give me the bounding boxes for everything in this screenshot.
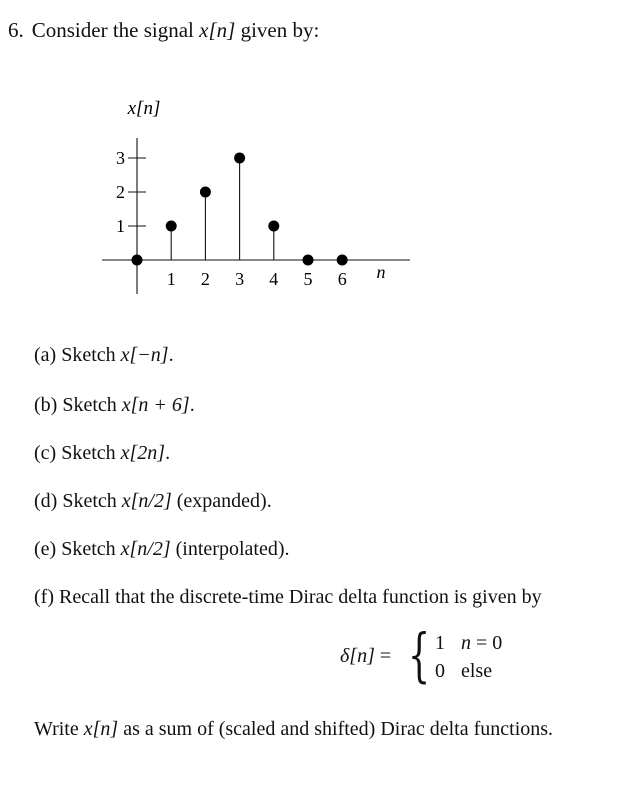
part-f <box>34 586 542 609</box>
part-math: x[−n] <box>120 344 169 366</box>
case1-condition: n = 0 <box>461 632 503 654</box>
part-math: x[2n] <box>120 442 166 464</box>
stem-point <box>234 153 245 164</box>
part-suffix: . <box>168 344 174 366</box>
intro-text-end: given by: <box>235 18 320 42</box>
part-label: (f) Recall that the discrete-time Dirac delta function is given by <box>34 586 542 608</box>
part-label: (b) Sketch <box>34 394 122 416</box>
x-tick-label: 1 <box>166 269 176 289</box>
y-tick-label: 3 <box>116 148 125 168</box>
y-tick-label: 1 <box>116 216 125 236</box>
part-suffix: (expanded). <box>171 490 272 512</box>
part-b <box>34 394 195 417</box>
part-e <box>34 538 289 561</box>
intro-text: Consider the signal <box>31 18 200 42</box>
y-tick-label: 2 <box>116 182 125 202</box>
signal-name: x[n] <box>199 18 236 42</box>
stem-point <box>132 255 143 266</box>
part-label: (c) Sketch <box>34 442 121 464</box>
part-suffix: . <box>165 442 171 464</box>
part-d <box>34 490 272 513</box>
final-post: as a sum of (scaled and shifted) Dirac delta functions. <box>118 718 554 740</box>
cases-brace: { <box>408 621 431 689</box>
case1-value: 1 <box>435 632 445 654</box>
part-suffix: (interpolated). <box>170 538 290 560</box>
final-pre: Write <box>34 718 84 740</box>
part-label: (d) Sketch <box>34 490 122 512</box>
part-label: (a) Sketch <box>34 344 121 366</box>
x-tick-label: 4 <box>269 269 279 289</box>
part-label: (e) Sketch <box>34 538 121 560</box>
final-math: x[n] <box>83 718 119 740</box>
x-tick-label: 5 <box>303 269 313 289</box>
stem-point <box>268 221 279 232</box>
problem-number: 6. <box>8 18 24 42</box>
final-instruction <box>34 718 553 741</box>
part-c <box>34 442 170 465</box>
stem-point <box>166 221 177 232</box>
stem-plot <box>0 0 621 330</box>
stem-point <box>337 255 348 266</box>
part-suffix: . <box>189 394 195 416</box>
x-axis-label: n <box>376 262 386 282</box>
delta-lhs: δ[n] = <box>340 645 392 667</box>
x-tick-label: 6 <box>337 269 347 289</box>
case2-value: 0 <box>435 660 445 682</box>
y-axis-label: x[n] <box>127 98 161 119</box>
part-math: x[n/2] <box>120 538 171 560</box>
x-tick-label: 3 <box>235 269 245 289</box>
case2-condition: else <box>461 660 493 682</box>
part-math: x[n/2] <box>121 490 172 512</box>
part-math: x[n + 6] <box>121 394 190 416</box>
x-tick-label: 2 <box>200 269 210 289</box>
part-a <box>34 344 174 367</box>
stem-point <box>303 255 314 266</box>
stem-point <box>200 187 211 198</box>
